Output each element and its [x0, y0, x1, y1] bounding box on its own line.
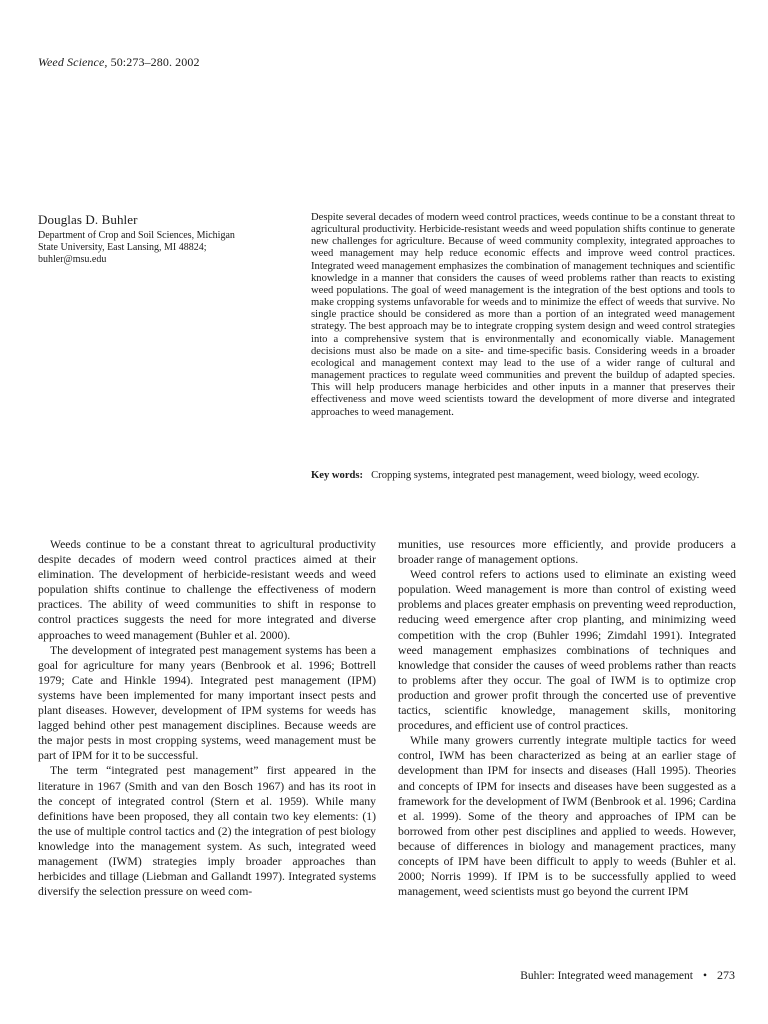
- body-column-left: [38, 537, 376, 899]
- body-column-right: [398, 537, 736, 899]
- author-name: Douglas D. Buhler: [38, 212, 138, 227]
- body-paragraph: While many growers currently integrate multiple tactics for weed control, IWM has been characterized as being at an earlier stage of development than IPM for insects and diseases (Hall 1995). Theories and concepts of IPM for insects and diseases have been suggested as a framework for the development of IWM (Benbrook et al. 1996; Cardina et al. 1999). Some of the theory and approaches of IPM can be borrowed from other pest disciplines and applied to weeds. However, because of differences in biology and management practices, many concepts of IPM have been difficult to apply to weeds (Buhler et al. 2000; Norris 1999). If IPM is to be successfully applied to weed management, weed scientists must go beyond the current IPM: [398, 734, 736, 899]
- body-paragraph: Weeds continue to be a constant threat to agricultural productivity despite decades of modern weed control practices aimed at their elimination. The development of herbicide-resistant weeds and weed population shifts continue to challenge the effectiveness of modern practices. The ability of weed communities to shift in response to control practices suggests the need for more integrated and diverse approaches to weed management (Buhler et al. 2000).: [38, 538, 376, 642]
- affiliation-line: Department of Crop and Soil Sciences, Michigan: [38, 230, 235, 241]
- affiliation-line: State University, East Lansing, MI 48824;: [38, 241, 207, 253]
- page-number: 273: [717, 968, 735, 982]
- body-paragraph: The development of integrated pest management systems has been a goal for agriculture for many years (Benbrook et al. 1996; Bottrell 1979; Cate and Hinkle 1994). Integrated pest management (IPM) systems have been implemented for many important insect pests and plant diseases. However, development of IPM systems for weeds has lagged behind other pest management disciplines. Because weeds are the major pests in most cropping systems, weed management must be part of IPM for it to be successful.: [38, 643, 376, 763]
- journal-citation: [38, 55, 200, 70]
- journal-name: Weed Science,: [38, 55, 108, 69]
- author-affiliation: [38, 230, 288, 265]
- body-paragraph: Weed control refers to actions used to eliminate an existing weed population. Weed management is more than control of existing weed problems and places greater emphasis on preventing weed reproduction, reducing weed emergence after crop planting, and minimizing weed competition with the crop (Buhler 1996; Zimdahl 1991). Integrated weed management emphasizes combinations of techniques and knowledge that consider the causes of weed problems rather than reacts to problems after they occur. The goal of IWM is to optimize crop production and grower profit through the concerted use of preventive tactics, scientific knowledge, management skills, monitoring procedures, and efficient use of control practices.: [398, 568, 736, 733]
- keywords-text: Cropping systems, integrated pest management, weed biology, weed ecology.: [371, 470, 700, 481]
- keywords: [311, 470, 735, 482]
- page-footer: [520, 968, 735, 983]
- abstract: Despite several decades of modern weed control practices, weeds continue to be a constant threat to agricultural productivity. Herbicide-resistant weeds and weed population shifts continue to generate new challenges for agriculture. Because of weed community complexity, integrated approaches to weed management may help reduce economic effects and improve weed control practices. Integrated weed management emphasizes the combination of management techniques and scientific knowledge in a manner that considers the causes of weed problems rather than reacts to existing weed populations. The goal of weed management is the integration of the best options and tools to make cropping systems unfavorable for weeds and to minimize the effect of weeds that survive. No single practice should be considered as more than a portion of an integrated weed management strategy. The best approach may be to integrate cropping system design and weed control strategies into a comprehensive system that is environmentally and economically viable. Management decisions must also be made on a site- and time-specific basis. Considering weeds in a broader ecological and management context may lead to the use of a wider range of cultural and management practices to regulate weed communities and prevent the buildup of adapted species. This will help producers manage herbicides and other inputs in a manner that preserves their effectiveness and move weed scientists toward the development of more diverse and integrated approaches to weed management.: [311, 212, 735, 418]
- author-block: [38, 212, 288, 265]
- running-title: Buhler: Integrated weed management: [520, 970, 693, 982]
- keywords-label: Key words:: [311, 470, 364, 481]
- volume-pages-year: 50:273–280. 2002: [110, 55, 200, 69]
- body-paragraph: munities, use resources more efficiently, and provide producers a broader range of management options.: [398, 538, 736, 567]
- footer-bullet: •: [702, 970, 707, 982]
- body-paragraph: The term “integrated pest management” first appeared in the literature in 1967 (Smith and van den Bosch 1967) and has its root in the concept of integrated control (Stern et al. 1959). While many definitions have been proposed, they all contain two key elements: (1) the use of multiple control tactics and (2) the integration of pest biology knowledge into the management system. As such, integrated weed management (IWM) strategies imply broader approaches than herbicides and tillage (Liebman and Gallandt 1997). Integrated systems diversify the selection pressure on weed com-: [38, 764, 376, 899]
- author-email: buhler@msu.edu: [38, 253, 107, 265]
